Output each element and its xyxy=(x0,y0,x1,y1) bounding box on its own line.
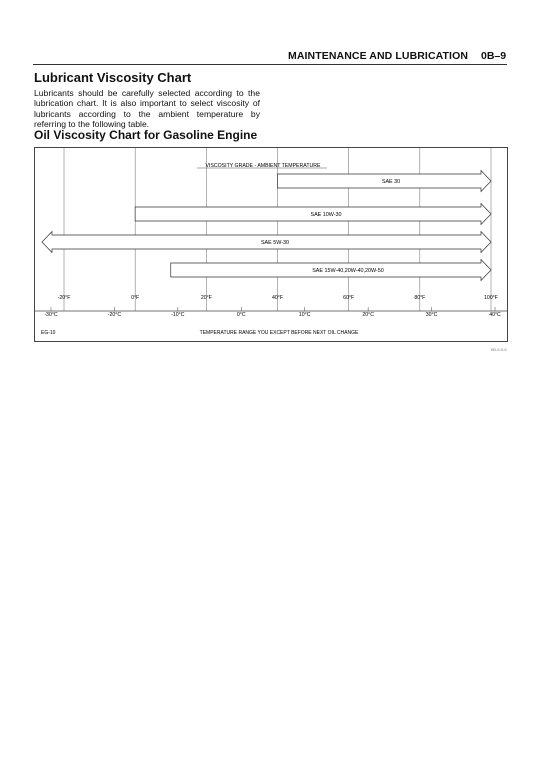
celsius-tick-label: -30°C xyxy=(44,312,58,318)
series-label: SAE 15W-40,20W-40,20W-50 xyxy=(312,268,384,274)
celsius-tick-label: 10°C xyxy=(298,312,311,318)
fahrenheit-tick-label: 20°F xyxy=(200,295,212,301)
fahrenheit-tick-label: 60°F xyxy=(343,295,355,301)
chart-heading: Oil Viscosity Chart for Gasoline Engine xyxy=(34,128,258,142)
image-code: 0B-9-9-5 xyxy=(491,347,507,352)
fahrenheit-tick-label: -20°F xyxy=(57,295,71,301)
chart-title: VISCOSITY GRADE - AMBIENT TEMPERATURE xyxy=(205,163,321,169)
celsius-tick-label: 30°C xyxy=(425,312,438,318)
fahrenheit-tick-label: 0°F xyxy=(131,295,140,301)
series-label: SAE 10W-30 xyxy=(310,212,342,218)
celsius-tick-label: 20°C xyxy=(362,312,374,318)
header-rule xyxy=(33,64,507,65)
ticks-layer xyxy=(44,295,501,318)
fahrenheit-tick-label: 80°F xyxy=(414,295,426,301)
intro-paragraph: Lubricants should be carefully selected according to the lubrication chart. It is also important to select viscosity of lubricants according to the ambient temperature by referring to the following table. xyxy=(34,88,260,129)
bars-layer xyxy=(42,171,491,281)
chart-caption: TEMPERATURE RANGE YOU EXCEPT BEFORE NEXT OIL CHANGE xyxy=(199,330,359,336)
page-number: 0B–9 xyxy=(481,50,507,62)
page-heading: Lubricant Viscosity Chart xyxy=(34,70,192,85)
celsius-tick-label: -10°C xyxy=(171,312,185,318)
viscosity-chart-svg xyxy=(35,148,507,341)
fahrenheit-tick-label: 100°F xyxy=(484,295,498,301)
section-title: MAINTENANCE AND LUBRICATION xyxy=(288,50,469,62)
grid-layer xyxy=(64,148,491,311)
figure-code: EG-10 xyxy=(41,330,56,336)
celsius-tick-label: 0°C xyxy=(236,312,246,318)
celsius-tick-label: 40°C xyxy=(489,312,501,318)
series-label: SAE 5W-30 xyxy=(260,240,290,246)
fahrenheit-tick-label: 40°F xyxy=(271,295,284,301)
viscosity-chart xyxy=(34,147,508,342)
celsius-tick-label: -20°C xyxy=(107,312,122,318)
series-label: SAE 30 xyxy=(381,179,401,185)
